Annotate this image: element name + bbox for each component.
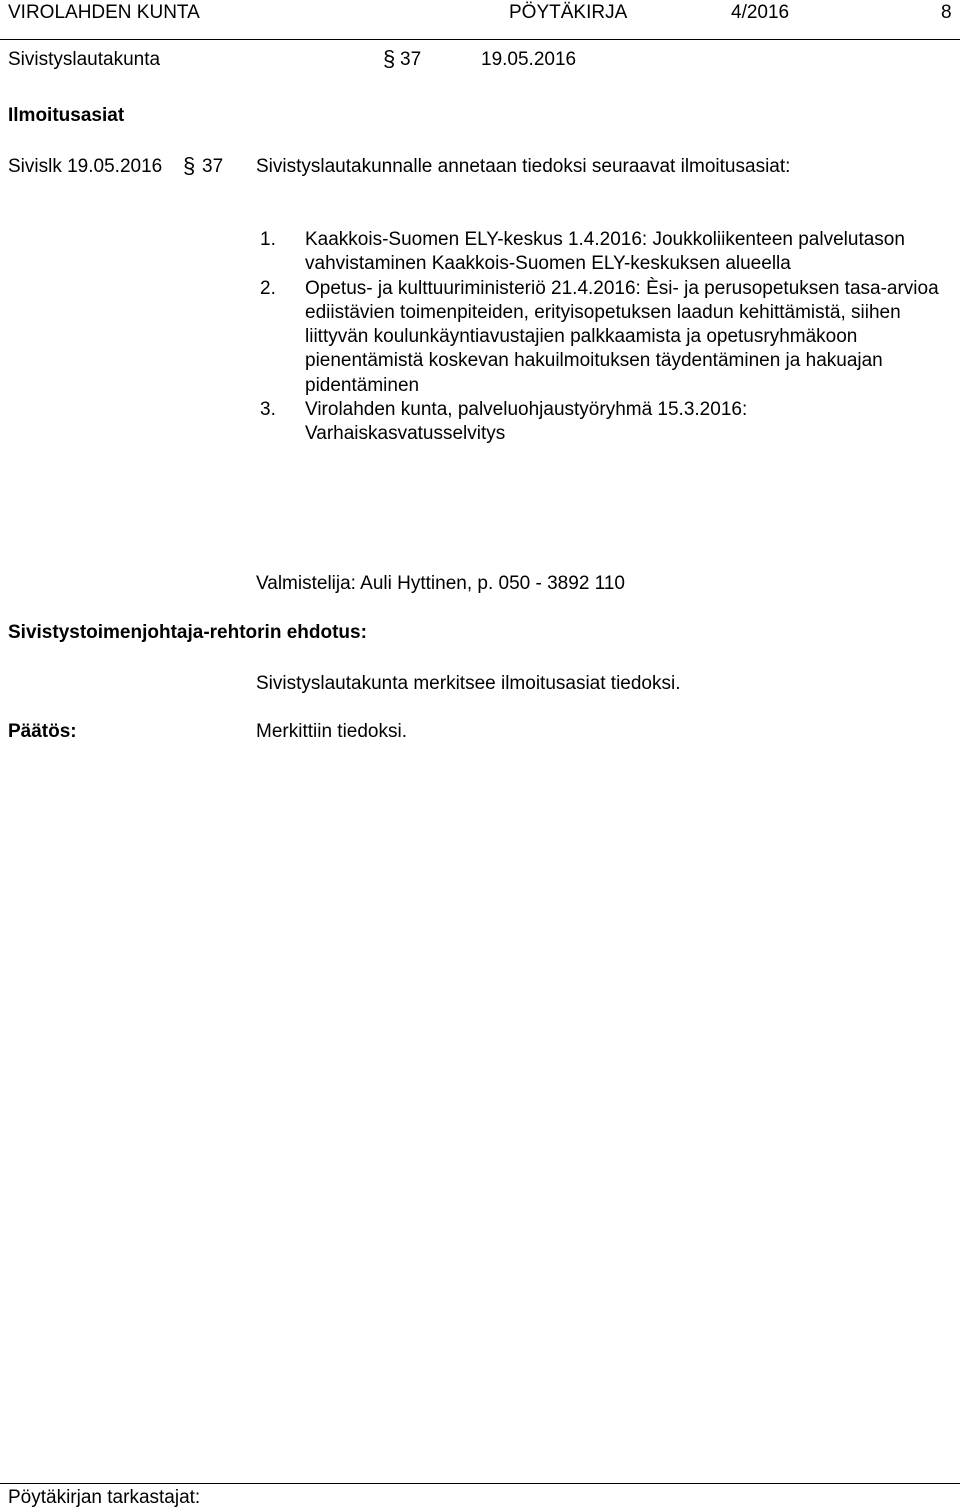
section-number: 37 — [400, 49, 422, 70]
intro-text: Sivistyslautakunnalle annetaan tiedoksi seuraavat ilmoitusasiat: — [256, 156, 791, 177]
page-number: 8 — [941, 2, 952, 23]
list-item-text: Virolahden kunta, palveluohjaustyöryhmä 15.3.2016: Varhaiskasvatusselvitys — [305, 399, 748, 445]
section-symbol: § — [383, 46, 396, 71]
committee-name: Sivistyslautakunta — [8, 49, 161, 70]
meeting-date: 19.05.2016 — [481, 49, 577, 70]
header-divider — [0, 39, 960, 40]
footer-inspectors-label: Pöytäkirjan tarkastajat: — [8, 1487, 201, 1508]
proposal-text: Sivistyslautakunta merkitsee ilmoitusasiat tiedoksi. — [256, 673, 681, 694]
proposal-label: Sivistystoimenjohtaja-rehtorin ehdotus: — [8, 622, 367, 643]
preparer-info: Valmistelija: Auli Hyttinen, p. 050 - 3892 110 — [256, 573, 625, 594]
list-item-number: 2. — [260, 277, 276, 299]
list-item-number: 1. — [260, 229, 276, 250]
list-item — [256, 398, 946, 447]
list-item-number: 3. — [260, 399, 276, 421]
list-item — [256, 277, 946, 398]
decision-label: Päätös: — [8, 721, 77, 742]
notice-list — [256, 228, 946, 447]
reference-section-symbol: § — [183, 153, 196, 178]
list-item — [256, 228, 946, 277]
reference-number: 37 — [202, 156, 224, 177]
list-item-text: Kaakkois-Suomen ELY-keskus 1.4.2016: Joukkoliikenteen palvelutason vahvistaminen Kaakkois-Suomen ELY-keskuksen alueella — [305, 229, 905, 275]
organization-name: VIROLAHDEN KUNTA — [8, 2, 200, 23]
footer-divider — [0, 1483, 960, 1484]
page-title: Ilmoitusasiat — [8, 105, 125, 126]
reference-prefix: Sivislk 19.05.2016 — [8, 156, 163, 177]
decision-text: Merkittiin tiedoksi. — [256, 721, 407, 742]
list-item-text: Opetus- ja kulttuuriministeriö 21.4.2016: Èsi- ja perusopetuksen tasa-arvioa ediistävien toimenpiteiden, erityisopetuksen laadun kehittämistä, siihen liittyvän koulunkäyntiavustajien palkkaamista ja opetusryhmäkoon pienentämistä koskevan hakuilmoituksen täydentäminen ja hakuajan pidentäminen — [305, 277, 939, 396]
document-number: 4/2016 — [731, 2, 790, 23]
document-type: PÖYTÄKIRJA — [509, 2, 628, 23]
